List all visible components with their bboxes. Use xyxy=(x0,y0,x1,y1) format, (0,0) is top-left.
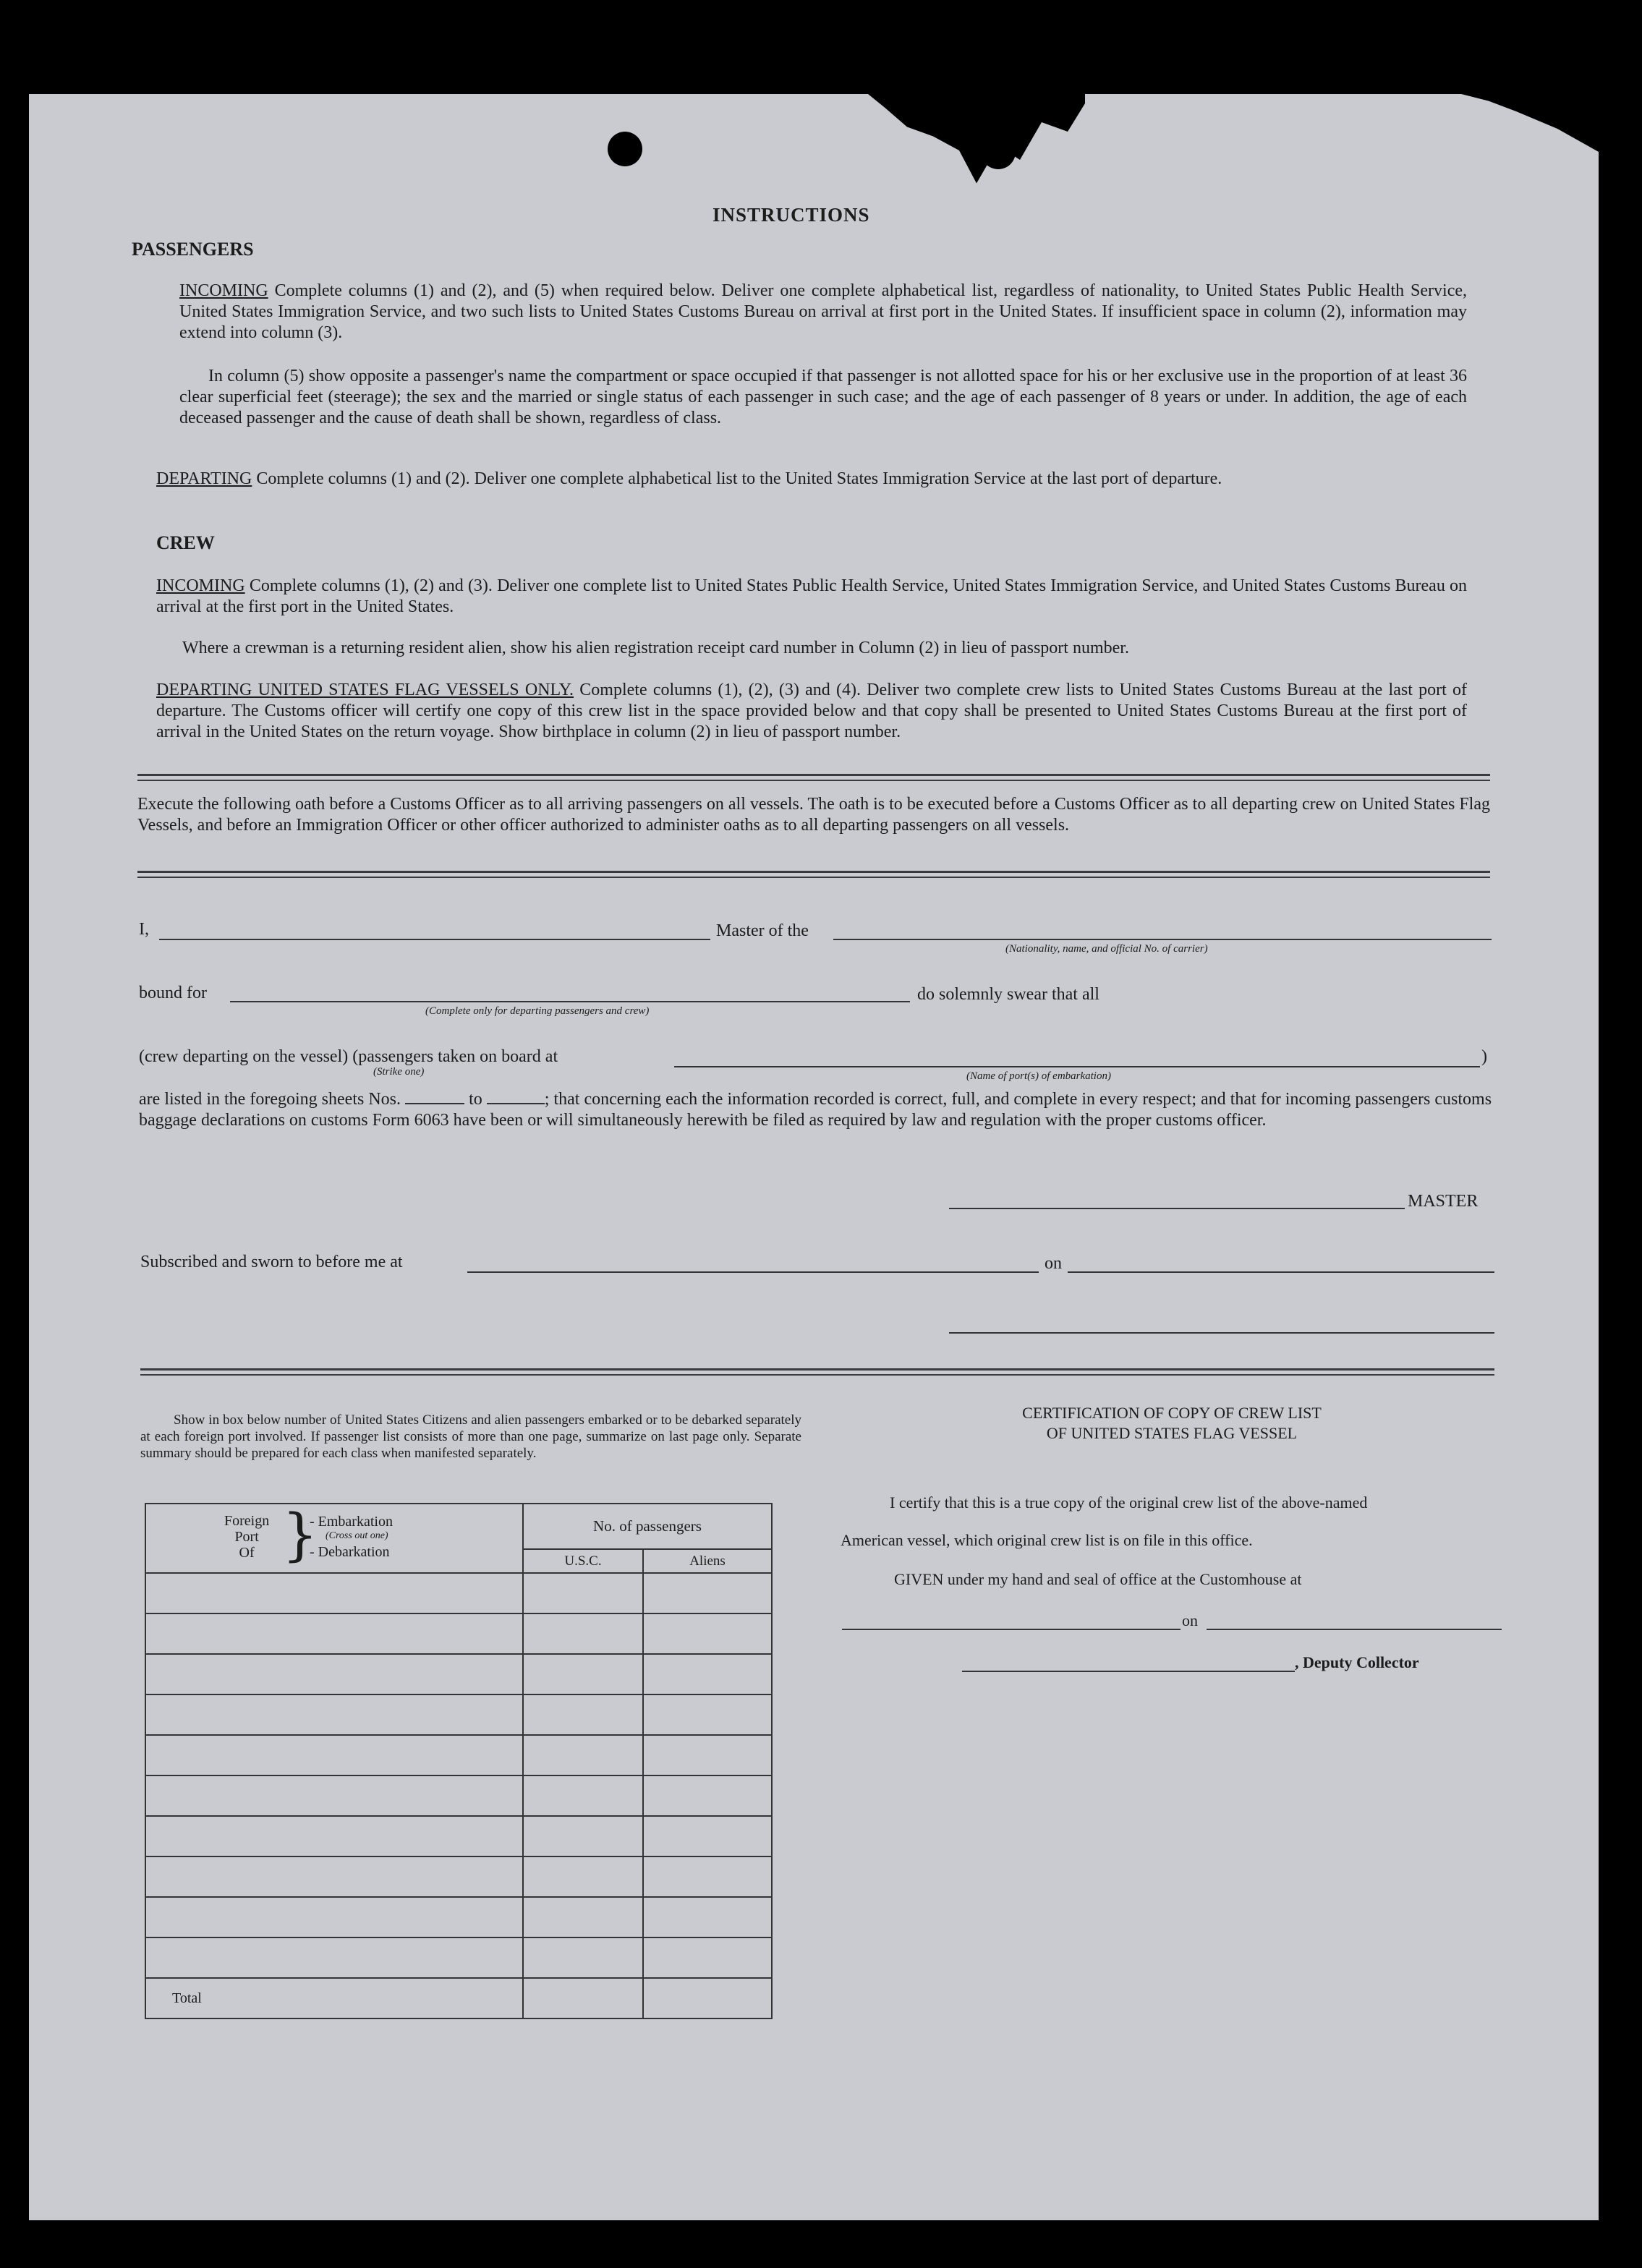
aliens-cell[interactable] xyxy=(643,1856,772,1897)
master-name-line[interactable] xyxy=(159,939,710,940)
aliens-cell[interactable] xyxy=(643,1573,772,1613)
swear-text: do solemnly swear that all xyxy=(917,985,1099,1004)
close-paren: ) xyxy=(1481,1047,1487,1066)
usc-cell[interactable] xyxy=(523,1816,643,1856)
master-of-the-label: Master of the xyxy=(716,921,809,940)
deputy-signature-line[interactable] xyxy=(962,1671,1295,1672)
usc-header: U.S.C. xyxy=(523,1549,643,1573)
foreign-port-word: Foreign xyxy=(224,1513,270,1529)
foreign-port-word: Of xyxy=(239,1545,255,1561)
oath-instructions: Execute the following oath before a Customs Officer as to all arriving passengers on all vessels. The oath is to be executed before a Customs Officer as to all departing crew on United States Flag Vessels, and before an Immigration Officer or other officer authorized to administer oaths as to all departing passengers on all vessels. xyxy=(137,795,1490,835)
no-of-passengers-header: No. of passengers xyxy=(523,1504,772,1549)
crew-heading: CREW xyxy=(156,532,215,553)
summary-instructions: Show in box below number of United States Citizens and alien passengers embarked or to be debarked separately at each foreign port involved. If passenger list consists of more than one page, summarize on last page only. Separate summary should be prepared for each class when manifested separately. xyxy=(140,1412,801,1461)
aliens-header: Aliens xyxy=(643,1549,772,1573)
passengers-departing-label: DEPARTING xyxy=(156,469,252,488)
usc-cell[interactable] xyxy=(523,1654,643,1694)
page-title: INSTRUCTIONS xyxy=(712,204,870,226)
listed-to: to xyxy=(469,1090,482,1109)
usc-cell[interactable] xyxy=(523,1856,643,1897)
port-cell[interactable] xyxy=(145,1897,523,1937)
passengers-incoming-text: Complete columns (1) and (2), and (5) when required below. Deliver one complete alphabetical list, regardless of nationality, to United States Public Health Service, United States Immigration Service, and two such lists to United States Customs Bureau on arrival at first port in the United States. If insufficient space in column (2), information may extend into column (3). xyxy=(179,281,1468,342)
nationality-note: (Nationality, name, and official No. of carrier) xyxy=(1005,943,1208,955)
divider-rule xyxy=(137,780,1490,781)
bound-for-line[interactable] xyxy=(230,1001,910,1002)
deputy-collector-label: , Deputy Collector xyxy=(1295,1653,1419,1671)
cross-out-note: (Cross out one) xyxy=(326,1530,388,1541)
total-usc-cell[interactable] xyxy=(523,1978,643,2018)
port-cell[interactable] xyxy=(145,1613,523,1654)
passengers-heading: PASSENGERS xyxy=(132,239,254,260)
aliens-cell[interactable] xyxy=(643,1816,772,1856)
torn-corner xyxy=(1461,94,1599,152)
debarkation-label: - Debarkation xyxy=(310,1544,390,1560)
usc-cell[interactable] xyxy=(523,1897,643,1937)
port-cell[interactable] xyxy=(145,1816,523,1856)
listed-paragraph xyxy=(139,1089,1492,1131)
listed-prefix: are listed in the foregoing sheets Nos. xyxy=(139,1090,401,1109)
bound-for-label: bound for xyxy=(139,984,207,1002)
usc-cell[interactable] xyxy=(523,1937,643,1978)
crew-incoming-label: INCOMING xyxy=(156,576,245,595)
brace-icon: } xyxy=(282,1503,318,1568)
customhouse-line[interactable] xyxy=(842,1629,1181,1630)
oath-i-label: I, xyxy=(139,920,149,939)
certification-date-line[interactable] xyxy=(1207,1629,1502,1630)
given-line: GIVEN under my hand and seal of office at the Customhouse at xyxy=(894,1570,1302,1588)
certify-line-2: American vessel, which original crew list is on file in this office. xyxy=(841,1531,1253,1549)
divider-rule xyxy=(140,1374,1494,1376)
sworn-on-label: on xyxy=(1045,1254,1062,1273)
total-aliens-cell[interactable] xyxy=(643,1978,772,2018)
document-page xyxy=(29,94,1599,2220)
divider-rule xyxy=(137,774,1490,776)
usc-cell[interactable] xyxy=(523,1613,643,1654)
sworn-date-line[interactable] xyxy=(1068,1271,1494,1273)
punch-hole-left xyxy=(608,132,642,166)
foreign-port-word: Port xyxy=(234,1529,259,1545)
crew-departing-label: DEPARTING UNITED STATES FLAG VESSELS ONLY. xyxy=(156,681,574,699)
certification-title-line: CERTIFICATION OF COPY OF CREW LIST xyxy=(1022,1404,1322,1422)
ports-note: (Name of port(s) of embarkation) xyxy=(966,1070,1111,1082)
aliens-cell[interactable] xyxy=(643,1775,772,1816)
passengers-incoming-label: INCOMING xyxy=(179,281,268,300)
port-cell[interactable] xyxy=(145,1573,523,1613)
subscribed-label: Subscribed and sworn to before me at xyxy=(140,1253,403,1271)
aliens-cell[interactable] xyxy=(643,1613,772,1654)
crew-resident-paragraph: Where a crewman is a returning resident alien, show his alien registration receipt card number in Column (2) in lieu of passport number. xyxy=(182,639,1129,657)
divider-rule xyxy=(137,871,1490,873)
aliens-cell[interactable] xyxy=(643,1897,772,1937)
certify-line: I certify that this is a true copy of the original crew list of the above-named xyxy=(890,1493,1368,1512)
usc-cell[interactable] xyxy=(523,1694,643,1735)
port-header-cell xyxy=(145,1504,523,1573)
listed-rest: ; that concerning each the information recorded is correct, full, and complete in every respect; and that for incoming passengers customs baggage declarations on customs Form 6063 have been or will simultaneously herewith be filed as required by law and regulation with the proper customs officer. xyxy=(139,1090,1492,1130)
port-cell[interactable] xyxy=(145,1735,523,1775)
crew-departing-text: Complete columns (1), (2), (3) and (4). Deliver two complete crew lists to United States Customs Bureau at the last port of departure. The Customs officer will certify one copy of this crew list in the space provided below and that copy shall be presented to United States Customs Bureau at the first port of arrival in the United States on the return voyage. Show birthplace in column (2) in lieu of passport number. xyxy=(156,681,1468,741)
sworn-place-line[interactable] xyxy=(467,1271,1039,1273)
passengers-departing-text: Complete columns (1) and (2). Deliver one complete alphabetical list to the United States Immigration Service at the last port of departure. xyxy=(256,469,1222,488)
aliens-cell[interactable] xyxy=(643,1735,772,1775)
port-cell[interactable] xyxy=(145,1937,523,1978)
master-label: MASTER xyxy=(1408,1192,1479,1211)
passengers-departing-paragraph xyxy=(156,469,1467,490)
sheet-from-line[interactable] xyxy=(405,1090,464,1104)
crew-departing-text: (crew departing on the vessel) (passengers taken on board at xyxy=(139,1047,558,1066)
crew-incoming-paragraph xyxy=(156,576,1467,618)
crew-incoming-text: Complete columns (1), (2) and (3). Deliver one complete list to United States Public Health Service, United States Immigration Service, and United States Customs Bureau on arrival at the first port in the United States. xyxy=(156,576,1468,616)
port-cell[interactable] xyxy=(145,1654,523,1694)
total-label: Total xyxy=(145,1978,523,2018)
officer-signature-line[interactable] xyxy=(949,1332,1494,1334)
port-cell[interactable] xyxy=(145,1694,523,1735)
aliens-cell[interactable] xyxy=(643,1694,772,1735)
sheet-to-line[interactable] xyxy=(487,1090,545,1104)
embarkation-port-line[interactable] xyxy=(674,1066,1480,1067)
foreign-port-of xyxy=(224,1513,269,1561)
carrier-line[interactable] xyxy=(833,939,1492,940)
port-cell[interactable] xyxy=(145,1775,523,1816)
embarkation-label: - Embarkation xyxy=(310,1514,393,1530)
crew-departing-paragraph xyxy=(156,680,1467,743)
aliens-cell[interactable] xyxy=(643,1654,772,1694)
divider-rule xyxy=(137,877,1490,878)
certification-title xyxy=(955,1403,1389,1444)
aliens-cell[interactable] xyxy=(643,1937,772,1978)
complete-only-note: (Complete only for departing passengers and crew) xyxy=(425,1005,650,1017)
divider-rule xyxy=(140,1368,1494,1370)
passengers-column5-paragraph: In column (5) show opposite a passenger's name the compartment or space occupied if that passenger is not allotted space for his or her exclusive use in the proportion of at least 36 clear superficial feet (steerage); the sex and the married or single status of each passenger in such case; and the age of each passenger of 8 years or under. In addition, the age of each deceased passenger and the cause of death shall be shown, regardless of class. xyxy=(179,367,1467,427)
torn-edge xyxy=(868,94,1085,188)
usc-cell[interactable] xyxy=(523,1573,643,1613)
usc-cell[interactable] xyxy=(523,1735,643,1775)
passenger-summary-table xyxy=(145,1503,773,2019)
port-cell[interactable] xyxy=(145,1856,523,1897)
master-signature-line[interactable] xyxy=(949,1208,1405,1209)
usc-cell[interactable] xyxy=(523,1775,643,1816)
punch-hole-right xyxy=(981,135,1016,169)
passengers-incoming-paragraph xyxy=(179,281,1467,344)
certification-title-line: OF UNITED STATES FLAG VESSEL xyxy=(1046,1424,1298,1442)
strike-one-note: (Strike one) xyxy=(373,1066,425,1078)
certification-on-label: on xyxy=(1182,1611,1198,1629)
